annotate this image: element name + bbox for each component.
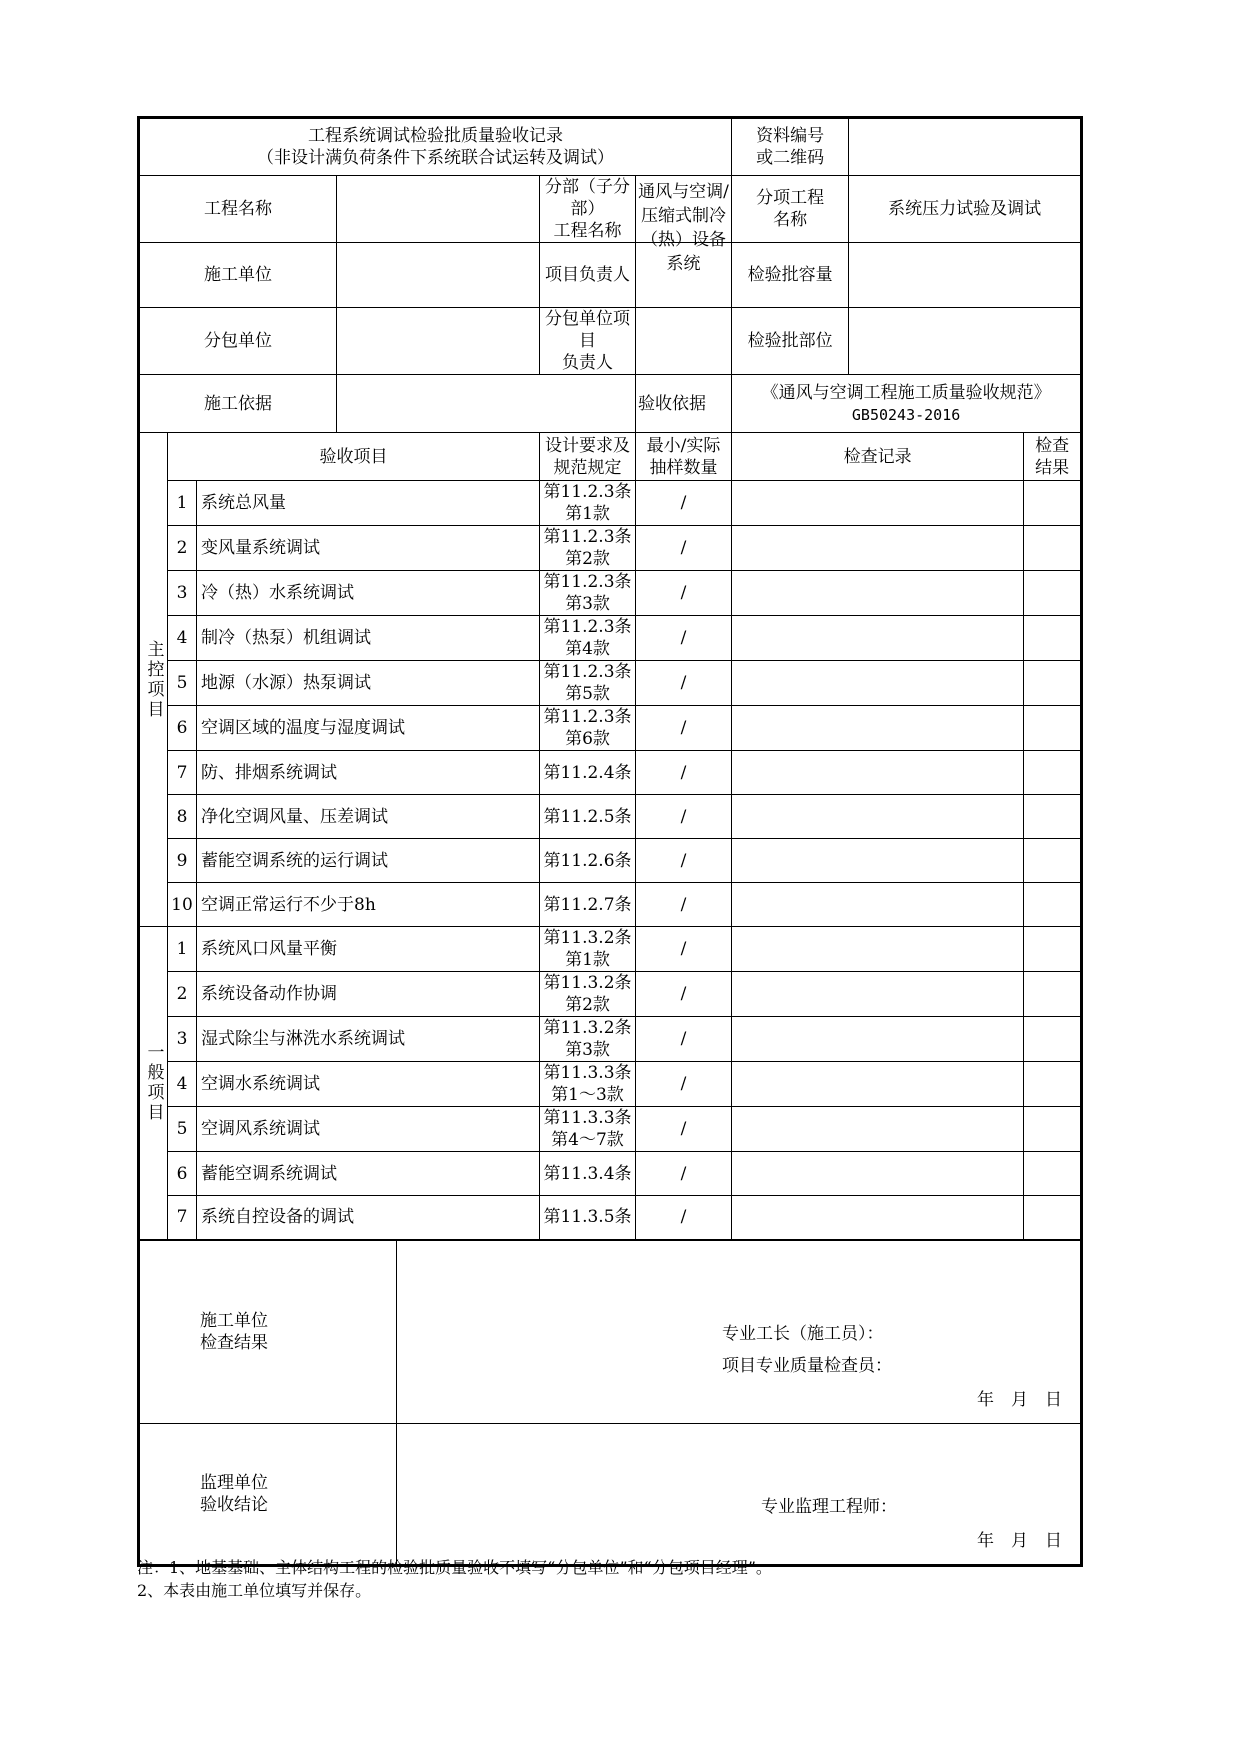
row-record[interactable] xyxy=(732,883,1024,927)
row-record[interactable] xyxy=(732,751,1024,795)
row-no: 9 xyxy=(168,839,197,883)
row-clause: 第11.2.7条 xyxy=(540,883,636,927)
row-record[interactable] xyxy=(732,972,1024,1017)
table-row xyxy=(139,481,1082,526)
row-clause: 第11.2.3条 第1款 xyxy=(540,481,636,526)
table-row xyxy=(139,927,1082,972)
row-record[interactable] xyxy=(732,1017,1024,1062)
row-sample: / xyxy=(636,706,732,751)
inspection-signature-area[interactable] xyxy=(397,1240,1082,1424)
capacity-label: 检验批容量 xyxy=(732,243,849,308)
table-row xyxy=(139,706,1082,751)
table-row xyxy=(139,526,1082,571)
row-clause: 第11.2.3条 第4款 xyxy=(540,616,636,661)
row-sample: / xyxy=(636,1017,732,1062)
row-no: 7 xyxy=(168,751,197,795)
row-no: 3 xyxy=(168,571,197,616)
row-record[interactable] xyxy=(732,706,1024,751)
row-clause: 第11.3.4条 xyxy=(540,1152,636,1196)
table-row xyxy=(139,661,1082,706)
row-record[interactable] xyxy=(732,526,1024,571)
row-result[interactable] xyxy=(1024,1017,1082,1062)
row-sample: / xyxy=(636,1196,732,1240)
row-no: 8 xyxy=(168,795,197,839)
row-result[interactable] xyxy=(1024,927,1082,972)
row-name: 蓄能空调系统的运行调试 xyxy=(197,839,540,883)
table-row xyxy=(139,1107,1082,1152)
acceptance-basis-label: 验收依据 xyxy=(636,375,732,433)
row-clause: 第11.3.5条 xyxy=(540,1196,636,1240)
row-no: 2 xyxy=(168,972,197,1017)
row-record[interactable] xyxy=(732,481,1024,526)
row-no: 4 xyxy=(168,616,197,661)
row-record[interactable] xyxy=(732,1062,1024,1107)
row-clause: 第11.2.4条 xyxy=(540,751,636,795)
row-sample: / xyxy=(636,481,732,526)
row-result[interactable] xyxy=(1024,839,1082,883)
foreman-label: 专业工长（施工员）： xyxy=(722,1323,884,1344)
row-name: 空调区域的温度与湿度调试 xyxy=(197,706,540,751)
row-name: 防、排烟系统调试 xyxy=(197,751,540,795)
general-label: 一般项目 xyxy=(139,927,168,1240)
table-row xyxy=(139,1152,1082,1196)
capacity-field[interactable] xyxy=(849,243,1082,308)
basis-label: 施工依据 xyxy=(139,375,337,433)
subdivision-label: 分部（子分部） 工程名称 xyxy=(540,176,636,243)
row-result[interactable] xyxy=(1024,1062,1082,1107)
row-clause: 第11.3.2条 第3款 xyxy=(540,1017,636,1062)
row-sample: / xyxy=(636,751,732,795)
row-record[interactable] xyxy=(732,661,1024,706)
row-record[interactable] xyxy=(732,571,1024,616)
table-row xyxy=(139,839,1082,883)
row-name: 制冷（热泵）机组调试 xyxy=(197,616,540,661)
main-control-label: 主控项目 xyxy=(139,433,168,927)
row-no: 1 xyxy=(168,481,197,526)
basis-field[interactable] xyxy=(337,375,636,433)
row-result[interactable] xyxy=(1024,616,1082,661)
code-label: 资料编号 或二维码 xyxy=(732,118,849,176)
table-row xyxy=(139,795,1082,839)
col-sample-header: 最小/实际 抽样数量 xyxy=(636,433,732,481)
row-result[interactable] xyxy=(1024,1152,1082,1196)
row-no: 3 xyxy=(168,1017,197,1062)
code-field[interactable] xyxy=(849,118,1082,176)
row-sample: / xyxy=(636,883,732,927)
row-record[interactable] xyxy=(732,616,1024,661)
project-name-label: 工程名称 xyxy=(139,176,337,243)
contractor-label: 施工单位 xyxy=(139,243,337,308)
col-record-header: 检查记录 xyxy=(732,433,1024,481)
contractor-field[interactable] xyxy=(337,243,540,308)
row-clause: 第11.3.2条 第1款 xyxy=(540,927,636,972)
item-value: 系统压力试验及调试 xyxy=(849,176,1082,243)
row-clause: 第11.2.3条 第3款 xyxy=(540,571,636,616)
table-row xyxy=(139,571,1082,616)
table-row xyxy=(139,616,1082,661)
col-result-header: 检查 结果 xyxy=(1024,433,1082,481)
row-clause: 第11.2.3条 第5款 xyxy=(540,661,636,706)
row-clause: 第11.2.6条 xyxy=(540,839,636,883)
row-result[interactable] xyxy=(1024,526,1082,571)
form-title-line1: 工程系统调试检验批质量验收记录 xyxy=(308,126,564,146)
row-sample: / xyxy=(636,972,732,1017)
row-sample: / xyxy=(636,571,732,616)
row-no: 7 xyxy=(168,1196,197,1240)
inspector-label: 项目专业质量检查员： xyxy=(722,1355,892,1376)
form-table xyxy=(137,116,1083,1567)
row-result[interactable] xyxy=(1024,706,1082,751)
row-no: 10 xyxy=(168,883,197,927)
row-name: 系统总风量 xyxy=(197,481,540,526)
row-name: 冷（热）水系统调试 xyxy=(197,571,540,616)
row-no: 4 xyxy=(168,1062,197,1107)
manager-label: 项目负责人 xyxy=(540,243,636,308)
supervision-label: 监理单位 验收结论 xyxy=(139,1423,397,1565)
row-name: 蓄能空调系统调试 xyxy=(197,1152,540,1196)
row-name: 湿式除尘与淋洗水系统调试 xyxy=(197,1017,540,1062)
row-result[interactable] xyxy=(1024,795,1082,839)
row-sample: / xyxy=(636,661,732,706)
row-record[interactable] xyxy=(732,795,1024,839)
sub-manager-field[interactable] xyxy=(636,308,732,375)
row-sample: / xyxy=(636,795,732,839)
table-row xyxy=(139,972,1082,1017)
row-result[interactable] xyxy=(1024,972,1082,1017)
table-row xyxy=(139,883,1082,927)
row-no: 2 xyxy=(168,526,197,571)
table-row xyxy=(139,1017,1082,1062)
row-sample: / xyxy=(636,616,732,661)
row-name: 变风量系统调试 xyxy=(197,526,540,571)
row-record[interactable] xyxy=(732,839,1024,883)
engineer-label: 专业监理工程师： xyxy=(761,1496,897,1517)
row-record[interactable] xyxy=(732,927,1024,972)
subcontractor-label: 分包单位 xyxy=(139,308,337,375)
row-clause: 第11.2.5条 xyxy=(540,795,636,839)
supervision-date: 年 月 日 xyxy=(977,1530,1062,1551)
row-name: 地源（水源）热泵调试 xyxy=(197,661,540,706)
row-record[interactable] xyxy=(732,1107,1024,1152)
row-name: 空调正常运行不少于8h xyxy=(197,883,540,927)
sub-manager-label: 分包单位项目 负责人 xyxy=(540,308,636,375)
table-row xyxy=(139,751,1082,795)
row-sample: / xyxy=(636,526,732,571)
row-no: 6 xyxy=(168,706,197,751)
row-sample: / xyxy=(636,1107,732,1152)
table-row xyxy=(139,1196,1082,1240)
row-result[interactable] xyxy=(1024,661,1082,706)
row-result[interactable] xyxy=(1024,751,1082,795)
row-sample: / xyxy=(636,1152,732,1196)
table-row xyxy=(139,1062,1082,1107)
form-title-line2: （非设计满负荷条件下系统联合试运转及调试） xyxy=(257,148,615,168)
note-line-1: 注：1、地基基础、主体结构工程的检验批质量验收不填写“分包单位”和“分包项目经理”。 xyxy=(137,1558,772,1577)
row-result[interactable] xyxy=(1024,1196,1082,1240)
subcontractor-field[interactable] xyxy=(337,308,540,375)
location-field[interactable] xyxy=(849,308,1082,375)
row-sample: / xyxy=(636,1062,732,1107)
supervision-signature-area[interactable] xyxy=(397,1423,1082,1565)
col-item-header: 验收项目 xyxy=(168,433,540,481)
inspection-label: 施工单位 检查结果 xyxy=(139,1240,397,1424)
row-name: 系统自控设备的调试 xyxy=(197,1196,540,1240)
row-result[interactable] xyxy=(1024,883,1082,927)
row-name: 空调水系统调试 xyxy=(197,1062,540,1107)
row-clause: 第11.2.3条 第6款 xyxy=(540,706,636,751)
row-record[interactable] xyxy=(732,1196,1024,1240)
row-clause: 第11.3.3条 第1～3款 xyxy=(540,1062,636,1107)
row-clause: 第11.3.2条 第2款 xyxy=(540,972,636,1017)
row-no: 1 xyxy=(168,927,197,972)
row-name: 净化空调风量、压差调试 xyxy=(197,795,540,839)
subdivision-value: 通风与空调/压缩式制冷（热）设备系统 xyxy=(636,176,732,243)
row-sample: / xyxy=(636,839,732,883)
inspection-form xyxy=(137,116,1080,1567)
row-clause: 第11.3.3条 第4～7款 xyxy=(540,1107,636,1152)
location-label: 检验批部位 xyxy=(732,308,849,375)
inspection-date: 年 月 日 xyxy=(977,1389,1062,1410)
row-no: 5 xyxy=(168,661,197,706)
row-sample: / xyxy=(636,927,732,972)
row-no: 5 xyxy=(168,1107,197,1152)
item-label: 分项工程 名称 xyxy=(732,176,849,243)
row-name: 空调风系统调试 xyxy=(197,1107,540,1152)
form-title xyxy=(139,118,732,176)
row-name: 系统风口风量平衡 xyxy=(197,927,540,972)
acceptance-basis-value: 《通风与空调工程施工质量验收规范》 GB50243-2016 xyxy=(732,375,1082,433)
row-result[interactable] xyxy=(1024,1107,1082,1152)
row-clause: 第11.2.3条 第2款 xyxy=(540,526,636,571)
row-name: 系统设备动作协调 xyxy=(197,972,540,1017)
row-result[interactable] xyxy=(1024,571,1082,616)
row-record[interactable] xyxy=(732,1152,1024,1196)
row-no: 6 xyxy=(168,1152,197,1196)
col-design-header: 设计要求及 规范规定 xyxy=(540,433,636,481)
form-notes xyxy=(137,1556,772,1602)
row-result[interactable] xyxy=(1024,481,1082,526)
project-name-field[interactable] xyxy=(337,176,540,243)
note-line-2: 2、本表由施工单位填写并保存。 xyxy=(137,1581,372,1600)
